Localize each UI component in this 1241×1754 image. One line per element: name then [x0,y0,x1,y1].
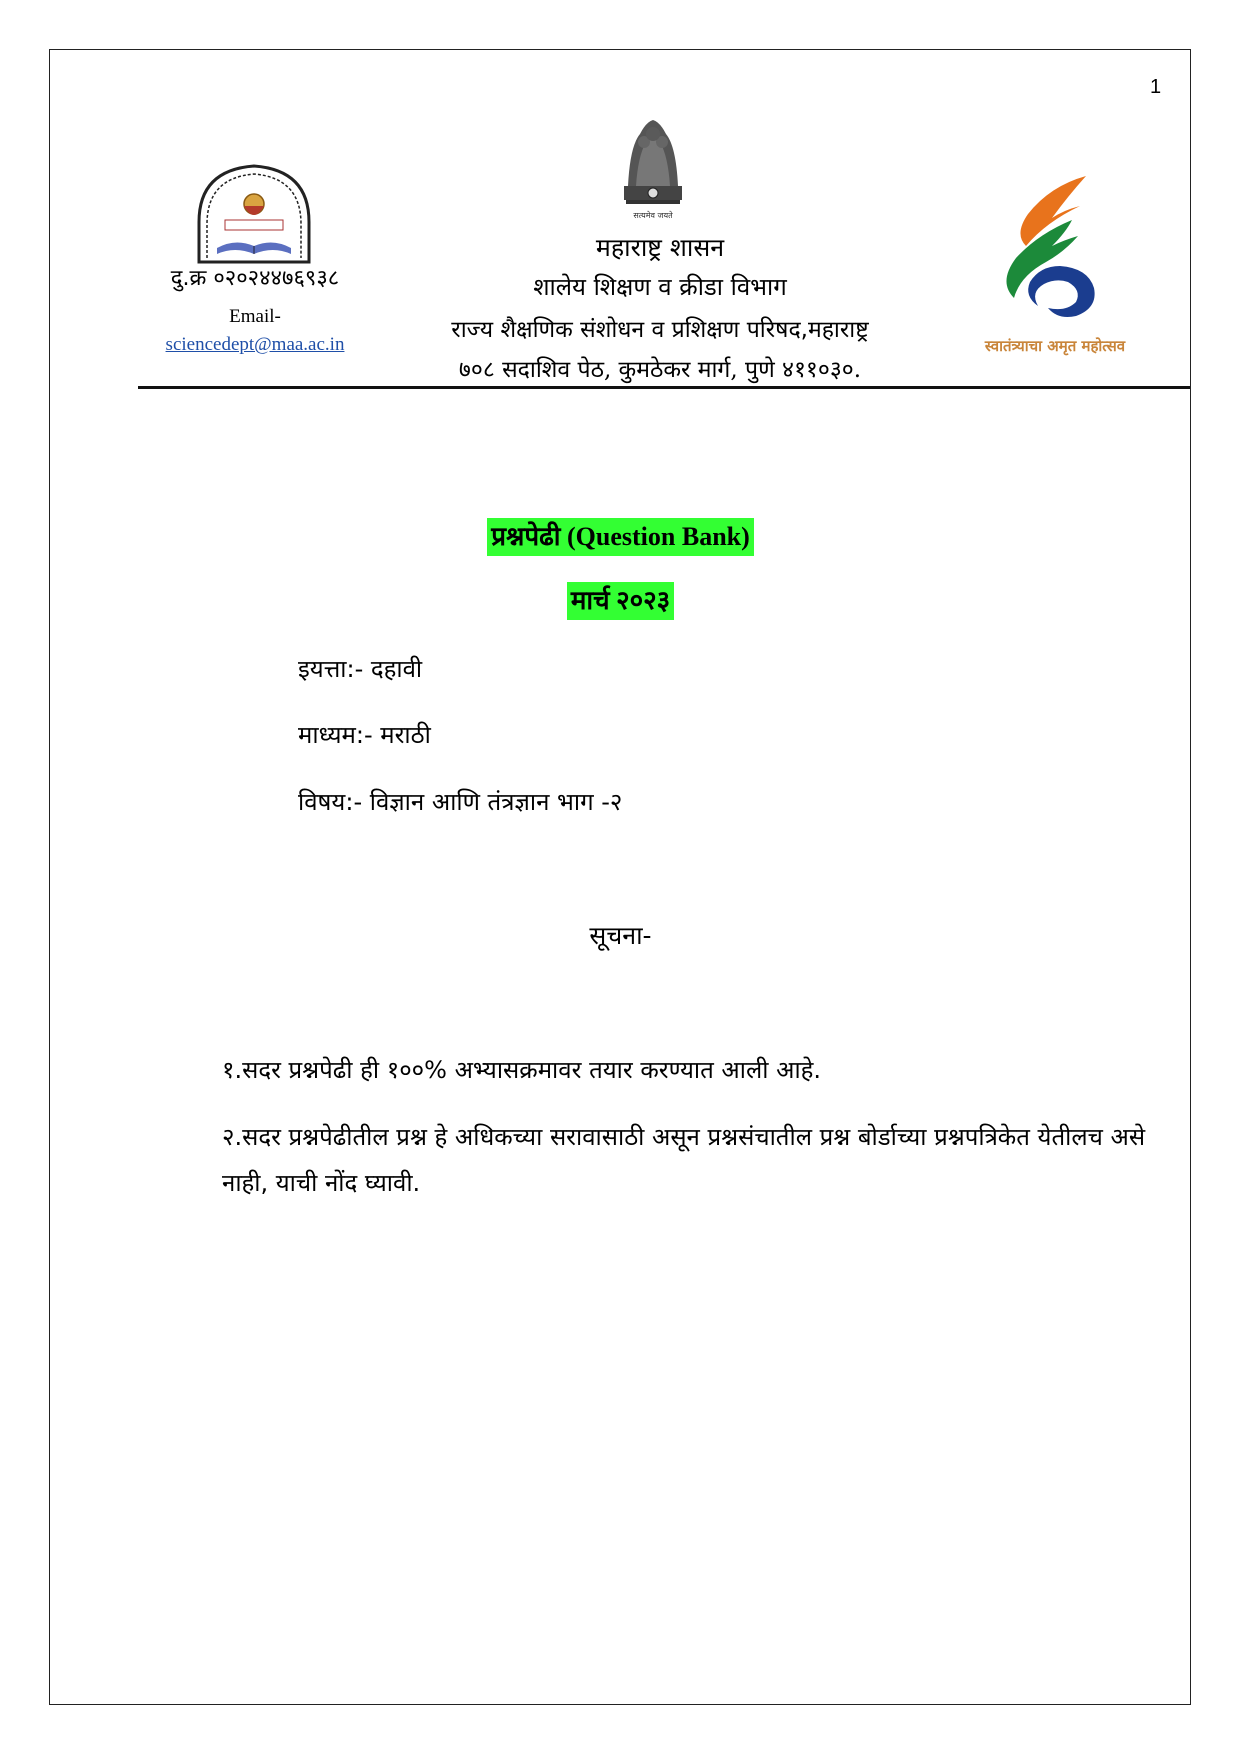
title-question-bank-wrap [0,518,1241,556]
header-council: राज्य शैक्षणिक संशोधन व प्रशिक्षण परिषद,महाराष्ट्र [451,317,869,343]
header-address: ७०८ सदाशिव पेठ, कुमठेकर मार्ग, पुणे ४११०३०. [458,357,862,383]
header-divider [138,386,1190,389]
page-number: 1 [1150,76,1162,98]
email-link[interactable]: sciencedept@maa.ac.in [165,334,345,355]
medium-info: माध्यम:- मराठी [298,721,431,749]
amrit-mahotsav-text: स्वातंत्र्याचा अमृत महोत्सव [984,337,1126,355]
notice-heading: सूचना- [589,921,652,950]
emblem-caption: सत्यमेव जयते [633,211,673,220]
instruction-item: २.सदर प्रश्नपेढीतील प्रश्न हे अधिकच्या सरावासाठी असून प्रश्नसंचातील प्रश्न बोर्डाच्या प्रश्नपत्रिकेत येतीलच असे नाही, याची नोंद घ्यावी. [222,1123,1146,1197]
scert-logo [195,162,313,266]
phone-number: दु.क्र ०२०२४४७६९३८ [170,266,340,291]
instruction-item: १.सदर प्रश्नपेढी ही १००% अभ्यासक्रमावर तयार करण्यात आली आहे. [222,1056,821,1084]
subject-info: विषय:- विज्ञान आणि तंत्रज्ञान भाग -२ [298,788,623,816]
title-date-wrap [0,582,1241,620]
class-info: इयत्ता:- दहावी [298,655,423,683]
title-question-bank: प्रश्नपेढी (Question Bank) [487,518,754,556]
header-government: महाराष्ट्र शासन [595,233,725,262]
email-label: Email- [229,306,281,327]
header-department: शालेय शिक्षण व क्रीडा विभाग [533,273,787,301]
title-date: मार्च २०२३ [567,582,674,620]
national-emblem-icon [618,112,688,224]
